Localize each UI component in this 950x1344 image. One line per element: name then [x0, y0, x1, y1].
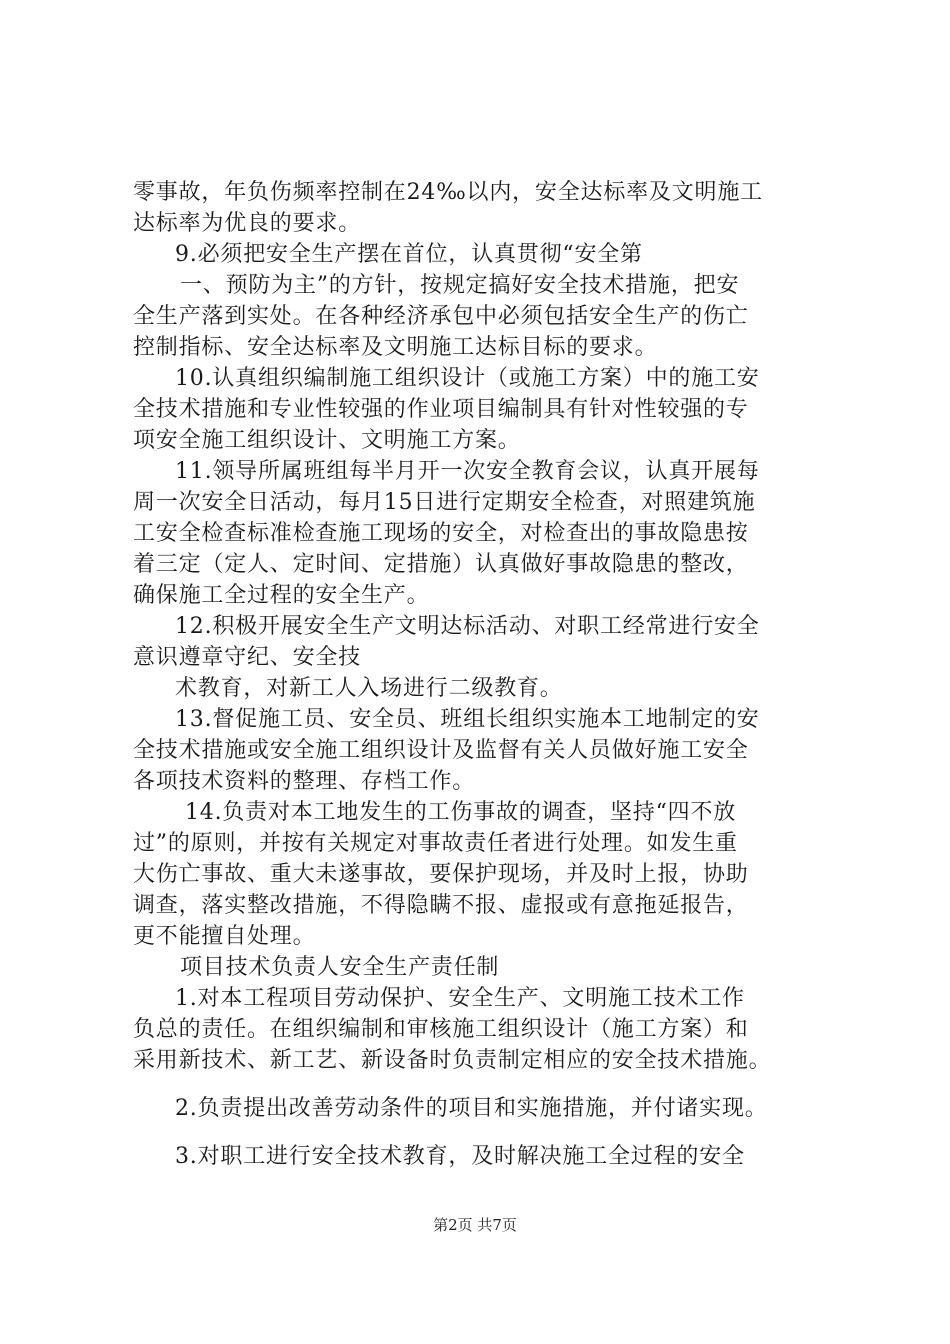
text-line: 调查，落实整改措施，不得隐瞒不报、虚报或有意拖延报告， — [133, 893, 749, 918]
text-line: 2.负责提出改善劳动条件的项目和实施措施，并付诸实现。 — [175, 1096, 768, 1121]
text-line: 零事故，年负伤频率控制在24‰以内，安全达标率及文明施工 — [133, 180, 763, 205]
text-line: 14.负责对本工地发生的工伤事故的调查，坚持“四不放 — [185, 800, 737, 825]
text-line: 过”的原则，并按有关规定对事故责任者进行处理。如发生重 — [133, 831, 738, 856]
text-line: 10.认真组织编制施工组织设计（或施工方案）中的施工安 — [175, 366, 760, 391]
text-line: 全技术措施和专业性较强的作业项目编制具有针对性较强的专 — [133, 397, 749, 422]
text-line: 意识遵章守纪、安全技 — [133, 645, 362, 670]
text-line: 控制指标、安全达标率及文明施工达标目标的要求。 — [133, 335, 658, 360]
text-line: 11.领导所属班组每半月开一次安全教育会议，认真开展每 — [175, 459, 760, 484]
text-line: 全生产落到实处。在各种经济承包中必须包括安全生产的伤亡 — [133, 304, 749, 329]
text-line: 负总的责任。在组织编制和审核施工组织设计（施工方案）和 — [133, 1017, 749, 1042]
text-line: 周一次安全日活动，每月15日进行定期安全检查，对照建筑施 — [133, 490, 756, 515]
text-line: 术教育，对新工人入场进行二级教育。 — [175, 676, 563, 701]
section-heading: 项目技术负责人安全生产责任制 — [180, 955, 500, 980]
text-line: 一、预防为主”的方针，按规定搞好安全技术措施，把安 — [180, 273, 740, 298]
text-line: 9.必须把安全生产摆在首位，认真贯彻“安全第 — [175, 242, 643, 267]
page-number-footer: 第2页 共7页 — [433, 1216, 517, 1234]
text-line: 着三定（定人、定时间、定措施）认真做好事故隐患的整改， — [133, 552, 749, 577]
text-line: 采用新技术、新工艺、新设备时负责制定相应的安全技术措施。 — [133, 1048, 772, 1073]
text-line: 13.督促施工员、安全员、班组长组织实施本工地制定的安 — [175, 707, 760, 732]
text-line: 项安全施工组织设计、文明施工方案。 — [133, 428, 521, 453]
text-line: 确保施工全过程的安全生产。 — [133, 583, 430, 608]
text-line: 12.积极开展安全生产文明达标活动、对职工经常进行安全 — [175, 614, 760, 639]
text-line: 1.对本工程项目劳动保护、安全生产、文明施工技术工作 — [175, 986, 745, 1011]
text-line: 达标率为优良的要求。 — [133, 211, 362, 236]
text-line: 大伤亡事故、重大未遂事故，要保护现场，并及时上报，协助 — [133, 862, 749, 887]
text-line: 工安全检查标准检查施工现场的安全，对检查出的事故隐患按 — [133, 521, 749, 546]
text-line: 各项技术资料的整理、存档工作。 — [133, 769, 476, 794]
text-line: 全技术措施或安全施工组织设计及监督有关人员做好施工安全 — [133, 738, 749, 763]
text-line: 3.对职工进行安全技术教育，及时解决施工全过程的安全 — [175, 1144, 745, 1169]
text-line: 更不能擅自处理。 — [133, 924, 316, 949]
